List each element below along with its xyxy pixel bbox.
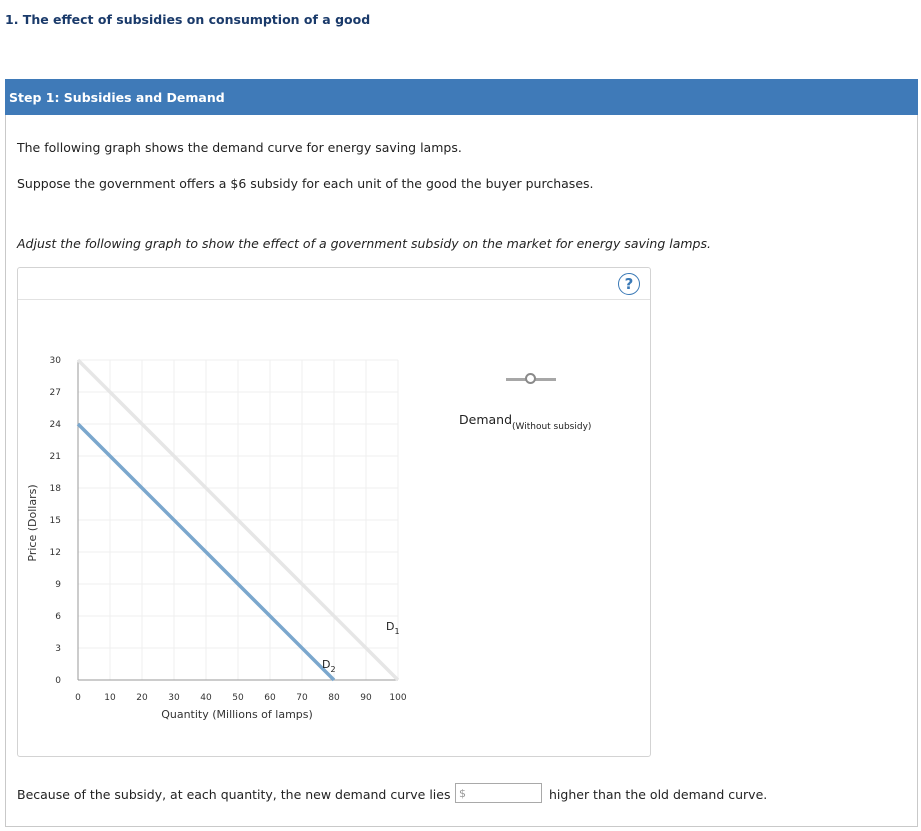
answer-amount-input[interactable] — [468, 785, 540, 801]
x-tick-label: 50 — [232, 693, 244, 703]
y-axis-title: Price (Dollars) — [26, 484, 39, 562]
y-tick-label: 15 — [49, 516, 61, 526]
chart-labels — [26, 356, 407, 721]
y-tick-label: 30 — [49, 356, 61, 366]
y-tick-label: 3 — [55, 644, 61, 654]
y-tick-label: 27 — [49, 388, 61, 398]
x-tick-label: 70 — [296, 693, 308, 703]
y-tick-label: 0 — [55, 676, 61, 686]
legend-label — [459, 412, 591, 432]
x-tick-label: 30 — [168, 693, 180, 703]
help-icon[interactable]: ? — [618, 273, 640, 295]
question-title: 1. The effect of subsidies on consumption of a good — [5, 12, 371, 27]
y-tick-label: 21 — [49, 452, 61, 462]
x-tick-label: 10 — [104, 693, 116, 703]
x-tick-label: 40 — [200, 693, 212, 703]
answer-sentence-start: Because of the subsidy, at each quantity, the new demand curve lies — [17, 787, 451, 802]
y-tick-label: 6 — [55, 612, 61, 622]
instruction-text: Adjust the following graph to show the effect of a government subsidy on the market for energy saving lamps. — [17, 236, 711, 251]
intro-paragraph: The following graph shows the demand curve for energy saving lamps. — [17, 140, 462, 155]
legend-label-sub: (Without subsidy) — [512, 422, 592, 432]
curve-label-d1: $D_1$ — [386, 620, 400, 636]
curve-label-d2: $D_2$ — [322, 658, 336, 674]
demand-legend-handle[interactable] — [506, 373, 556, 385]
y-tick-label: 12 — [49, 548, 61, 558]
y-tick-label: 9 — [55, 580, 61, 590]
x-tick-label: 80 — [328, 693, 340, 703]
answer-amount-field[interactable] — [455, 783, 542, 803]
answer-sentence-end: higher than the old demand curve. — [549, 787, 768, 802]
x-tick-label: 100 — [389, 693, 407, 703]
step-header: Step 1: Subsidies and Demand — [5, 79, 918, 115]
x-axis-title: Quantity (Millions of lamps) — [161, 708, 313, 721]
legend-label-main: Demand — [459, 412, 513, 427]
x-tick-label: 60 — [264, 693, 276, 703]
x-tick-label: 0 — [75, 693, 81, 703]
legend-drag-point[interactable] — [525, 373, 536, 384]
x-tick-label: 90 — [360, 693, 372, 703]
subsidy-paragraph: Suppose the government offers a $6 subsidy for each unit of the good the buyer purchases. — [17, 176, 594, 191]
y-tick-label: 18 — [49, 484, 61, 494]
y-tick-label: 24 — [49, 420, 61, 430]
currency-symbol: $ — [459, 787, 466, 800]
x-tick-label: 20 — [136, 693, 148, 703]
